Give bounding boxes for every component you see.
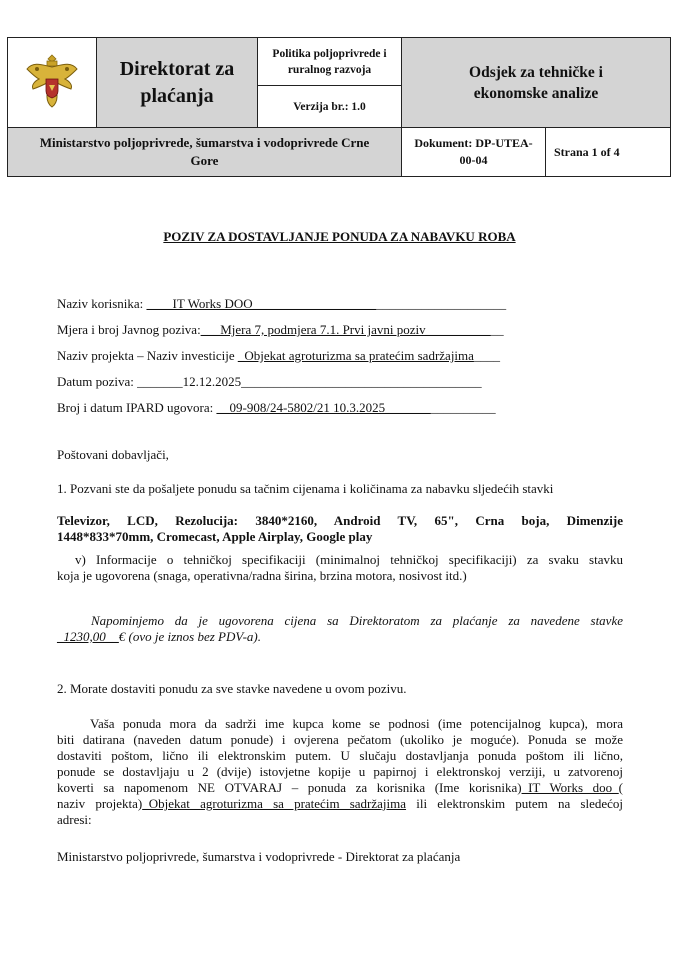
- address: Ministarstvo poljoprivrede, šumarstva i vodoprivrede - Direktorat za plaćanja: [57, 849, 461, 864]
- note-amount: _1230,00__: [57, 629, 119, 644]
- org-name-line1: Direktorat za: [119, 57, 235, 80]
- project-label: Naziv projekta – Naziv investicije: [57, 348, 238, 363]
- offer-project-name: _Objekat agroturizma sa pratećim sadržajima: [142, 796, 407, 811]
- ministry-cell: [8, 128, 402, 177]
- date-label: Datum poziva:: [57, 374, 138, 389]
- offer-line7: adresi:: [57, 812, 92, 827]
- contract-tail: __________: [430, 400, 496, 415]
- offer-line6: [57, 796, 623, 812]
- item-1-text: 1. Pozvani ste da pošaljete ponudu sa tačnim cijenama i količinama za nabavku sljedećih stavki: [57, 481, 554, 496]
- contract-value: __09-908/24-5802/21 10.3.2025_______: [216, 400, 431, 415]
- version-cell: [258, 86, 402, 128]
- contract-label: Broj i datum IPARD ugovora:: [57, 400, 217, 415]
- document-header: [7, 37, 671, 177]
- spec-line2: koja je ugovorena (snaga, operativna/radna širina, brzina motora, nosivost itd.): [57, 568, 467, 583]
- dept-line1: Odsjek za tehničke i: [469, 63, 603, 81]
- note-line2: [57, 629, 623, 645]
- date-value: _______12.12.2025_____________________________________: [137, 374, 482, 389]
- policy-cell: [258, 38, 402, 86]
- version-label: Verzija br.: 1.0: [293, 100, 366, 113]
- montenegro-coat-of-arms-icon: [23, 49, 81, 111]
- page-title: POZIV ZA DOSTAVLJANJE PONUDA ZA NABAVKU ROBA: [163, 229, 516, 244]
- policy-line1: Politika poljoprivrede i: [272, 47, 387, 60]
- item-2-text: 2. Morate dostaviti ponudu za sve stavke navedene u ovom pozivu.: [57, 681, 407, 696]
- page-number-cell: [546, 128, 671, 177]
- offer-line4: ponude se dostavljaju u 2 (dvije) istovjetne kopije u papirnoj i elektronskoj verziji, u zatvorenoj: [57, 764, 623, 779]
- offer-line5-paren: (: [618, 780, 623, 795]
- logo-cell: [8, 38, 97, 128]
- ministry-line1: Ministarstvo poljoprivrede, šumarstva i vodoprivrede Crne: [39, 135, 370, 150]
- offer-paragraph: [57, 716, 623, 828]
- offer-line1: Vaša ponuda mora da sadrži ime kupca kome se podnosi (ime potencijalnog kupca), mora: [90, 716, 623, 731]
- offer-line2: biti datirana (naveden datum ponude) i ovjerena pečatom (ukoliko je moguće). Ponuda se može: [57, 732, 623, 747]
- offer-line6-text: naziv projekta): [57, 796, 143, 811]
- dept-line2: ekonomske analize: [473, 84, 599, 102]
- offer-line3: dostaviti poštom, lično ili elektronskim putem. U slučaju dostavljanja ponuda poštom ili lično,: [57, 748, 623, 763]
- product-line2: 1448*833*70mm, Cromecast, Apple Airplay, Google play: [57, 529, 373, 544]
- date-field: [57, 374, 482, 390]
- offer-line5-text: koverti sa napomenom NE OTVARAJ – ponuda za korisnika (Ime korisnika): [57, 780, 522, 795]
- org-name-cell: [97, 38, 258, 128]
- spec-paragraph: [57, 552, 623, 584]
- page-number: Strana 1 of 4: [554, 144, 620, 159]
- doc-line1: Dokument: DP-UTEA-: [414, 136, 533, 150]
- call-field: [57, 322, 504, 338]
- note-paragraph: [57, 613, 623, 645]
- call-value: ___Mjera 7, podmjera 7.1. Prvi javni poziv__________: [200, 322, 491, 337]
- spec-line1: v) Informacije o tehničkoj specifikaciji (minimalnoj tehničkoj specifikaciji) za svaku stavku: [75, 552, 623, 567]
- beneficiary-tail: ____________________: [376, 296, 507, 311]
- offer-line6-tail: ili elektronskim putem na sledećoj: [406, 796, 623, 811]
- contract-field: [57, 400, 496, 416]
- policy-line2: ruralnog razvoja: [287, 63, 372, 76]
- project-field: [57, 348, 500, 364]
- note-tail: € (ovo je iznos bez PDV-a).: [118, 629, 262, 644]
- project-tail: ____: [473, 348, 500, 363]
- product-description: [57, 513, 623, 545]
- note-line1: Napominjemo da je ugovorena cijena sa Direktoratom za plaćanje za navedene stavke: [91, 613, 623, 628]
- greeting: Poštovani dobavljači,: [57, 447, 169, 462]
- ministry-line2: Gore: [190, 153, 219, 168]
- project-value: _Objekat agroturizma sa pratećim sadržajima: [237, 348, 474, 363]
- beneficiary-value: ____IT Works DOO___________________: [146, 296, 377, 311]
- offer-beneficiary-name: _IT Works doo_: [521, 780, 619, 795]
- department-cell: [402, 38, 671, 128]
- call-tail: __: [490, 322, 504, 337]
- product-line1: Televizor, LCD, Rezolucija: 3840*2160, Android TV, 65", Crna boja, Dimenzije: [57, 513, 623, 528]
- doc-line2: 00-04: [459, 153, 488, 167]
- beneficiary-label: Naziv korisnika:: [57, 296, 147, 311]
- call-label: Mjera i broj Javnog poziva:: [57, 322, 201, 337]
- org-name-line2: plaćanja: [140, 84, 214, 107]
- document-number-cell: [402, 128, 546, 177]
- beneficiary-field: [57, 296, 506, 312]
- offer-line5: [57, 780, 623, 796]
